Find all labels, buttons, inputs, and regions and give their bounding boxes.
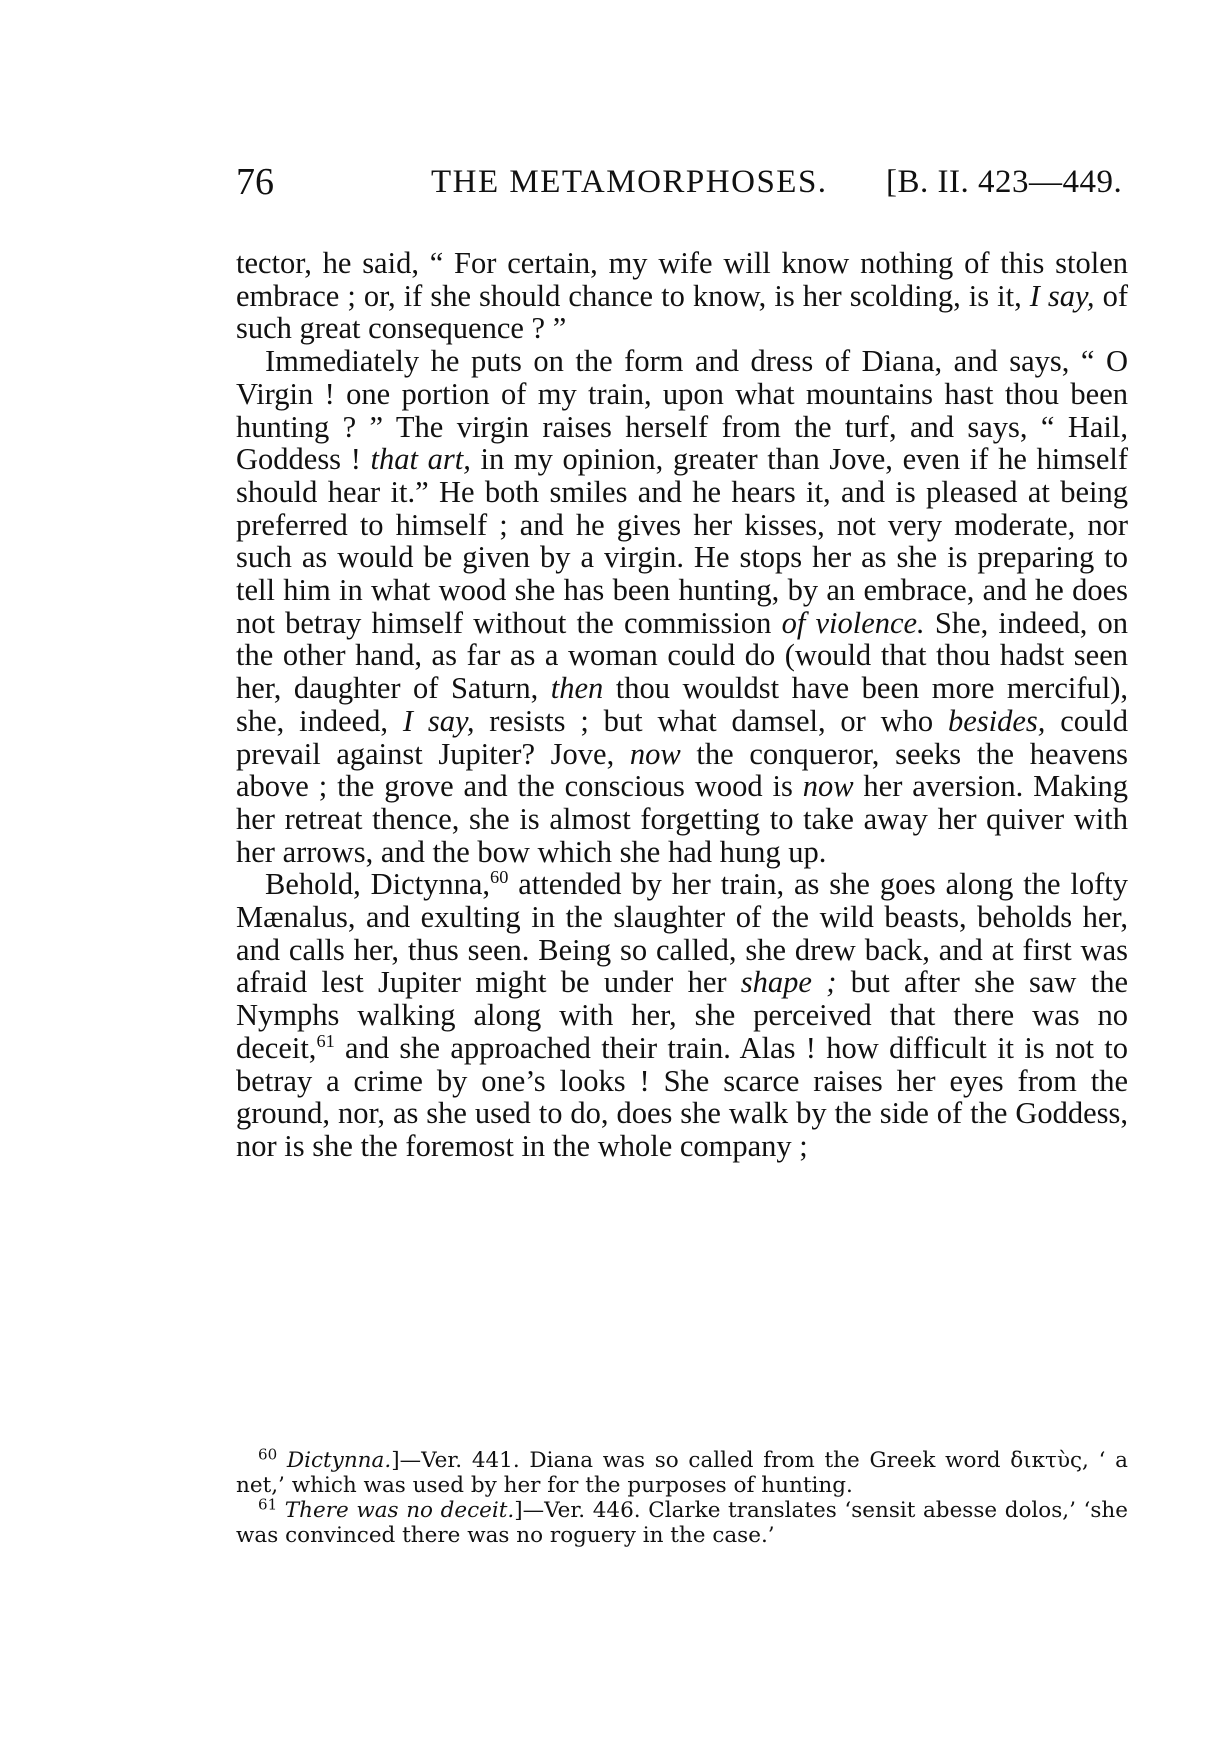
footnote-text: ‘ a net,’ which was used by her for the purposes of hunting. [236, 1448, 1128, 1498]
text-run: Immediately he puts on the form and dress of Diana, and says, “ O Virgin ! one portion of my train, upon what mountains hast thou been hunting ? ” The virgin raises herself from the turf, and says, “ Hail, Goddess ! [236, 344, 1128, 477]
paragraph-2 [236, 345, 1128, 868]
italic-run: that art, [370, 442, 471, 477]
footnote-term: There was no deceit. [284, 1498, 515, 1523]
text-run: the conqueror, seeks the heavens above ; the grove and the conscious wood is [236, 736, 1129, 804]
italic-run: then [550, 671, 604, 706]
text-run: resists ; but what damsel, or who [474, 703, 948, 738]
text-run: in my opinion, greater than Jove, even if he himself should hear it.” He both smiles and he hears it, and is pleased at being preferred to himself ; and he gives her kisses, not very moderate, nor such as would be given by a virgin. He stops her as she is preparing to tell him in what wood she has been hunting, by an embrace, and he does not betray himself without the commission [236, 442, 1129, 640]
paragraph-1 [236, 247, 1128, 345]
italic-run: of violence. [781, 605, 925, 640]
footnote-61 [236, 1495, 1128, 1548]
italic-run: now [802, 769, 854, 804]
main-text [236, 247, 1128, 1163]
italic-run: I say, [402, 703, 475, 738]
footnote-ref-60[interactable]: 60 [490, 867, 509, 888]
footnote-ref-61[interactable]: 61 [316, 1030, 335, 1051]
text-run: but after she saw the Nymphs walking along with her, she perceived that there was no deceit, [236, 965, 1128, 1065]
text-run: thou wouldst have been more merciful), she, indeed, [236, 671, 1128, 738]
italic-run: I say, [1029, 278, 1095, 313]
footnote-text: ]—Ver. 441. Diana was so called from the Greek word [391, 1448, 1011, 1473]
text-run: Behold, Dictynna, [265, 867, 491, 902]
text-run: could prevail against Jupiter? Jove, [236, 703, 1128, 771]
text-run: her aversion. Making her retreat thence, she is almost forgetting to take away her quiver with her arrows, and the bow which she had hung up. [236, 769, 1128, 869]
book-line-reference: [B. II. 423—449. [886, 164, 1123, 200]
text-run: She, indeed, on the other hand, as far as a woman could do (would that thou hadst seen her, daughter of Saturn, [236, 605, 1128, 706]
text-run: and she approached their train. Alas ! how difficult it is not to betray a crime by one’s looks ! She scarce raises her eyes from the ground, nor, as she used to do, does she walk by the side of the Goddess, nor is she the foremost in the whole company ; [236, 1030, 1128, 1163]
italic-run: shape ; [740, 965, 837, 1000]
italic-run: now [629, 736, 681, 771]
text-run: of such great consequence ? ” [236, 278, 1128, 346]
text-run: attended by her train, as she goes along the lofty Mænalus, and exulting in the slaughter of the wild beasts, beholds her, and calls her, thus seen. Being so called, she drew back, and at first was afraid lest Jupiter might be under her [236, 867, 1129, 1000]
footnote-marker: 60 [258, 1445, 278, 1464]
footnote-text: ]—Ver. 446. Clarke translates ‘sensit abesse dolos,’ ‘she was convinced there was no roguery in the case.’ [236, 1498, 1128, 1548]
italic-run: besides, [947, 703, 1046, 738]
footnotes [236, 1445, 1128, 1548]
footnote-60 [236, 1445, 1128, 1498]
paragraph-3 [236, 868, 1128, 1162]
greek-word: δικτὺς, [1010, 1448, 1089, 1473]
text-run: tector, he said, “ For certain, my wife will know nothing of this stolen embrace ; or, if she should chance to know, is her scolding, is it, [236, 246, 1128, 313]
footnote-marker: 61 [258, 1495, 278, 1514]
running-title: THE METAMORPHOSES. [431, 164, 828, 200]
footnote-term: Dictynna. [286, 1448, 392, 1473]
page-number: 76 [236, 161, 274, 203]
